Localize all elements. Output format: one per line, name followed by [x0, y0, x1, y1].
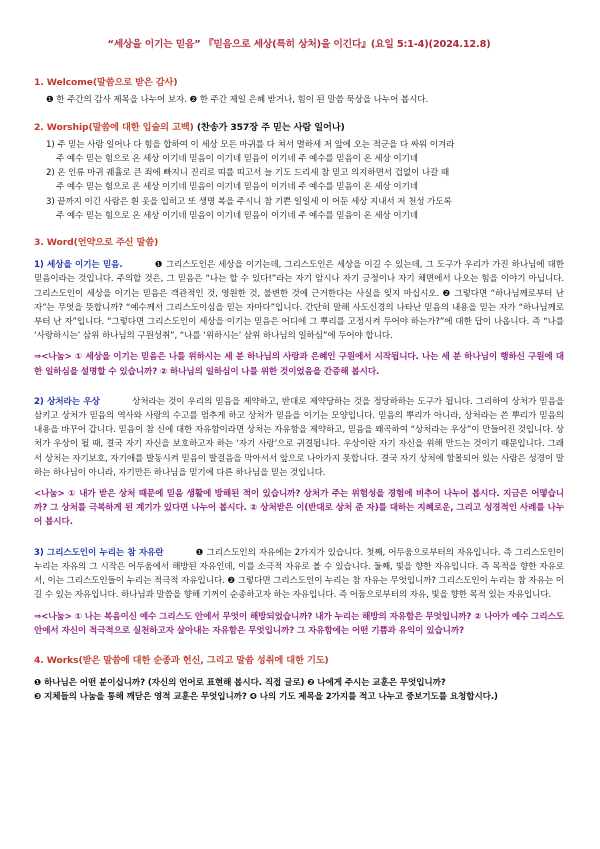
hymn-verse-line: 1) 주 믿는 사람 일어나 다 힘을 합하여 이 세상 모든 마귀를 다 쳐서 멸하세 저 앞에 오는 적군을 다 싸워 이겨라: [46, 139, 455, 150]
page-title: “세상을 이기는 믿음” 『믿음으로 세상(특히 상처)을 이긴다』(요일 5:1-4)(2024.12.8): [107, 39, 491, 50]
works-section: [34, 654, 564, 705]
worship-hymn-note: (찬송가 357장 주 믿는 사람 일어나): [196, 121, 345, 133]
word-item: [34, 258, 564, 379]
works-question-line: ❸ 지체들의 나눔을 통해 깨닫은 영적 교훈은 무엇입니까? ❹ 나의 기도 제목을 2가지를 적고 나누고 중보기도를 요청합시다.): [34, 692, 498, 703]
hymn-chorus-line: 주 예수 믿는 힘으로 온 세상 이기네 믿음이 이기네 믿음이 이기네 주 예수를 믿음이 온 세상 이기네: [56, 154, 418, 165]
hymn-chorus-line: 주 예수 믿는 힘으로 온 세상 이기네 믿음이 이기네 믿음이 이기네 주 예수를 믿음이 온 세상 이기네: [56, 210, 418, 221]
word-item: [34, 546, 564, 638]
word-item-heading: 3) 그리스도인이 누리는 참 자유란: [34, 547, 164, 558]
word-item-body: [34, 258, 564, 343]
word-item-heading: 2) 상처라는 우상: [34, 396, 100, 407]
word-item-text: ❶ 그리스도인의 자유에는 2가지가 있습니다. 첫째, 어두움으로부터의 자유입니다. 즉 그리스도인이 누리는 자유의 그 시작은 어두움에서 해방된 자유인데, 이를 소극적 자유로 볼 수 있습니다. 둘째, 빛을 향한 자유입니다. 즉 목적을 향한 자유로서, 이는 그리스도인들이 누리는 적극적 자유입니다. ❷ 그렇다면 그리스도인이 누리는 참 자유는 무엇입니까? 그리스도인이 누리는 참 자유는 이길 수 있는 자유입니다. 하나님과 말씀을 향해 기꺼이 순종하고자 하는 자유입니다. 즉 어둠으로부터의 자유, 빛을 향한 목적 있는 자유입니다.: [34, 547, 564, 601]
worship-heading-row: [34, 121, 564, 135]
hymn-verse-line: 3) 끝까지 이긴 사람은 흰 옷을 입히고 또 생명 복을 주시니 참 기쁜 일일세 이 어둔 세상 지내서 저 천성 가도록: [46, 196, 452, 207]
welcome-line: ❶ 한 주간의 감사 제목을 나누어 보자. ❷ 한 주간 제일 은혜 받거나, 힘이 된 말씀 묵상을 나누어 봅시다.: [46, 95, 429, 106]
works-question-line: ❶ 하나님은 어떤 분이십니까? (자신의 언어로 표현해 봅시다. 직접 글로) ❷ 나에게 주시는 교훈은 무엇입니까?: [34, 678, 446, 689]
word-item-body: [34, 546, 564, 603]
word-item: [34, 395, 564, 530]
worship-section: [34, 121, 564, 223]
discussion-prompt: ⇒<나눔> ① 세상을 이기는 믿음은 나를 위하시는 세 분 하나님의 사랑과 은혜인 구원에서 시작됩니다. 나는 세 분 하나님이 행하신 구원에 대한 일하심을 설명할 수 있습니까? ② 하나님의 일하심이 나를 위한 것이었음을 간증해 봅시다.: [34, 352, 564, 377]
word-item-body: [34, 395, 564, 480]
word-item-heading: 1) 세상을 이기는 믿음.: [34, 260, 123, 271]
works-heading: 4. Works(받은 말씀에 대한 순종과 헌신, 그리고 말씀 성취에 대한 기도): [34, 654, 329, 666]
word-item-text: ❶ 그리스도인은 세상을 이기는데, 그리스도인은 세상을 이길 수 있는데, 그 도구가 우리가 가진 하나님에 대한 믿음이라는 것입니다. 주의할 것은, 그 믿음은 “나는 할 수 있다!”라는 자기 암시나 자기 긍정이나 자기 체면에서 나오는 힘을 이야기 아닙니다. 그리스도인이 세상을 이기는 믿음은 객관적인 것, 영원한 것, 불변한 것에 근거한다는 사실을 잊지 마십시오. ❷ 그렇다면 “하나님께로부터 난 자”는 무엇을 뜻합니까? “예수께서 그리스도이심을 믿는 자마다”입니다. 간단히 말해 사도신경의 나타난 믿음의 내용을 믿는 자가 “하나님께로부터 난 자”입니다. “그렇다면 그리스도인이 세상을 이기는 믿음은 어디에 그 뿌리를 고정시켜 두어야 하는가?”에 대한 답이 나옵니다. 즉 “나를 ‘사랑하시는’ 삼위 하나님의 구원성취”, “나를 ‘위하시는’ 삼위 하나님의 일하심”에 두어야 합니다.: [34, 260, 564, 342]
worship-heading: 2. Worship(말씀에 대한 입술의 고백): [34, 121, 194, 133]
discussion-prompt: <나눔> ① 내가 받은 상처 때문에 믿음 생활에 방해된 적이 있습니까? 상처가 주는 위험성을 경험에 비추어 나누어 봅시다. 지금은 어떻습니까? 그 상처를 극복하게 된 계기가 있다면 나누어 봅시다. ② 상처받은 이(반대로 상처 준 자)를 대하는 지혜로운, 그리고 성경적인 사례를 나누어 봅시다.: [34, 489, 564, 528]
welcome-heading: 1. Welcome(말씀으로 받은 감사): [34, 77, 178, 89]
hymn-verse-line: 2) 온 인류 마귀 궤휼로 큰 죄에 빠지니 진리로 띠를 띠고서 늘 기도 드리세 참 믿고 의지하면서 겁없이 나갈 때: [46, 168, 450, 179]
hymn-chorus-line: 주 예수 믿는 힘으로 온 세상 이기네 믿음이 이기네 믿음이 이기네 주 예수를 믿음이 온 세상 이기네: [56, 182, 418, 193]
word-section: [34, 236, 564, 638]
word-item-text: 상처라는 것이 우리의 믿음을 제약하고, 반대로 제약당하는 것을 정당하하는 도구가 됩니다. 그리하여 상처가 믿음을 삼키고 상처가 믿음의 역사와 사랑의 수고를 멈추게 하고 상처가 믿음을 이기는 모양입니다. 믿음의 뿌리가 아니라, 상처라는 쓴 뿌리가 믿음의 내용을 바꾸어 갑니다. 믿음이 참 신에 대한 자유함이라면 상처는 자유함을 제약하고, 믿음을 왜곡하여 “상처라는 우상”이 만들어진 것입니다. 상처가 우상이 될 때, 결국 자기 자신을 보호하고자 하는 ‘자기 사랑’으로 귀결됩니다. 우상이란 자기 자신을 위해 만드는 것이기 때문입니다. 그래서 상처는 자기보호, 자기애를 발동시켜 믿음이 발걸음을 막아서서 앞으로 나아가지 못합니다. 결국 자기 상처에 함몰되어 있는 사람은 성경이 말하는 하나님이 아니라, 자기만든 하나님을 믿기에 다른 하나님을 믿는 것입니다.: [34, 396, 565, 478]
welcome-section: [34, 76, 564, 107]
word-heading: 3. Word(언약으로 주신 말씀): [34, 237, 159, 249]
discussion-prompt: ⇒<나눔> ① 나는 복음이신 예수 그리스도 안에서 무엇이 해방되었습니까? 내가 누리는 해방의 자유함은 무엇입니까? ② 나아가 예수 그리스도 안에서 자신이 적극적으로 실천하고자 살아내는 자유함은 무엇입니까? 그 자유함에는 어떤 기쁨과 유익이 있습니까?: [34, 611, 564, 636]
